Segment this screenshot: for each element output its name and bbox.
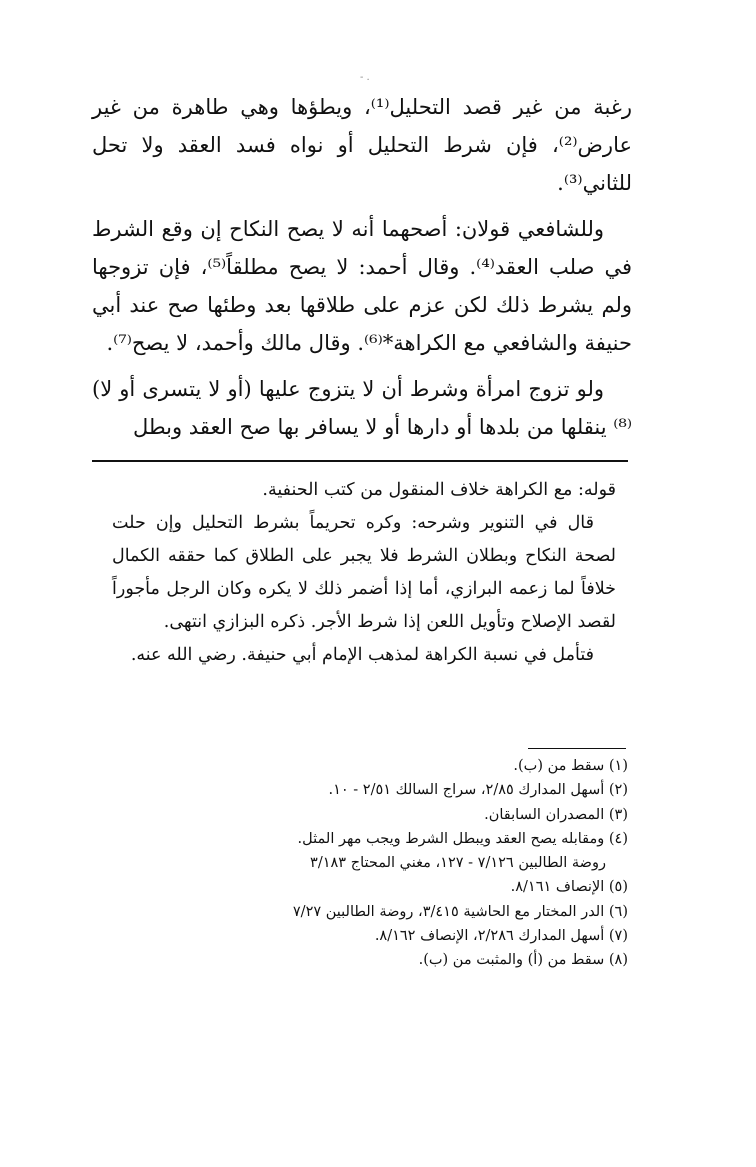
marginal-commentary bbox=[112, 474, 616, 672]
footnote-5: (٥) الإنصاف ٨/١٦١. bbox=[510, 879, 628, 896]
commentary-line-1: قوله: مع الكراهة خلاف المنقول من كتب الحنفية. bbox=[262, 480, 616, 500]
footnote-6: (٦) الدر المختار مع الحاشية ٣/٤١٥، روضة الطالبين ٧/٢٧ bbox=[292, 903, 628, 920]
footnote-4: (٤) ومقابله يصح العقد ويبطل الشرط ويجب مهر المثل. bbox=[297, 830, 628, 847]
main-divider bbox=[92, 460, 628, 462]
footnote-7: (٧) أسهل المدارك ٢/٢٨٦، الإنصاف ٨/١٦٢. bbox=[374, 928, 628, 945]
main-text bbox=[92, 88, 632, 446]
footnotes bbox=[200, 754, 628, 973]
footnote-1: (١) سقط من (ب). bbox=[513, 758, 628, 774]
commentary-line-3: فتأمل في نسبة الكراهة لمذهب الإمام أبي حنيفة. رضي الله عنه. bbox=[130, 645, 594, 665]
footnote-2: (٢) أسهل المدارك ٢/٨٥، سراج السالك ٢/٥١ - ١٠. bbox=[328, 782, 628, 799]
footnote-8: (٨) سقط من (أ) والمثبت من (ب). bbox=[418, 952, 628, 969]
top-mark: - . bbox=[360, 72, 370, 83]
main-paragraph-1: رغبة من غير قصد التحليل⁽¹⁾، ويطؤها وهي طاهرة من غير عارض⁽²⁾، فإن شرط التحليل أو نواه فسد العقد ولا تحل للثاني⁽³⁾. bbox=[92, 95, 632, 195]
main-paragraph-2: وللشافعي قولان: أصحهما أنه لا يصح النكاح إن وقع الشرط في صلب العقد⁽⁴⁾. وقال أحمد: لا يصح مطلقاً⁽⁵⁾، فإن تزوجها ولم يشرط ذلك لكن عزم على طلاقها بعد وطئها صح عند أبي حنيفة والشافعي مع الكراهة*⁽⁶⁾. وقال مالك وأحمد، لا يصح⁽⁷⁾. bbox=[92, 217, 633, 355]
footnote-rule bbox=[528, 748, 626, 749]
main-paragraph-3: ولو تزوج امرأة وشرط أن لا يتزوج عليها (أو لا يتسرى أو لا)⁽⁸⁾ ينقلها من بلدها أو دارها أو لا يسافر بها صح العقد وبطل bbox=[92, 377, 632, 439]
footnote-3: (٣) المصدران السابقان. bbox=[484, 806, 628, 823]
commentary-line-2: قال في التنوير وشرحه: وكره تحريماً بشرط التحليل وإن حلت لصحة النكاح وبطلان الشرط فلا يجبر على الطلاق كما حققه الكمال خلافاً لما زعمه البرازي، أما إذا أضمر ذلك لا يكره وكان الرجل مأجوراً لقصد الإصلاح وتأويل اللعن إذا شرط الأجر. ذكره البزازي انتهى. bbox=[112, 513, 616, 632]
footnote-4-continued: روضة الطالبين ٧/١٢٦ - ١٢٧، مغني المحتاج ٣/١٨٣ bbox=[310, 855, 606, 872]
